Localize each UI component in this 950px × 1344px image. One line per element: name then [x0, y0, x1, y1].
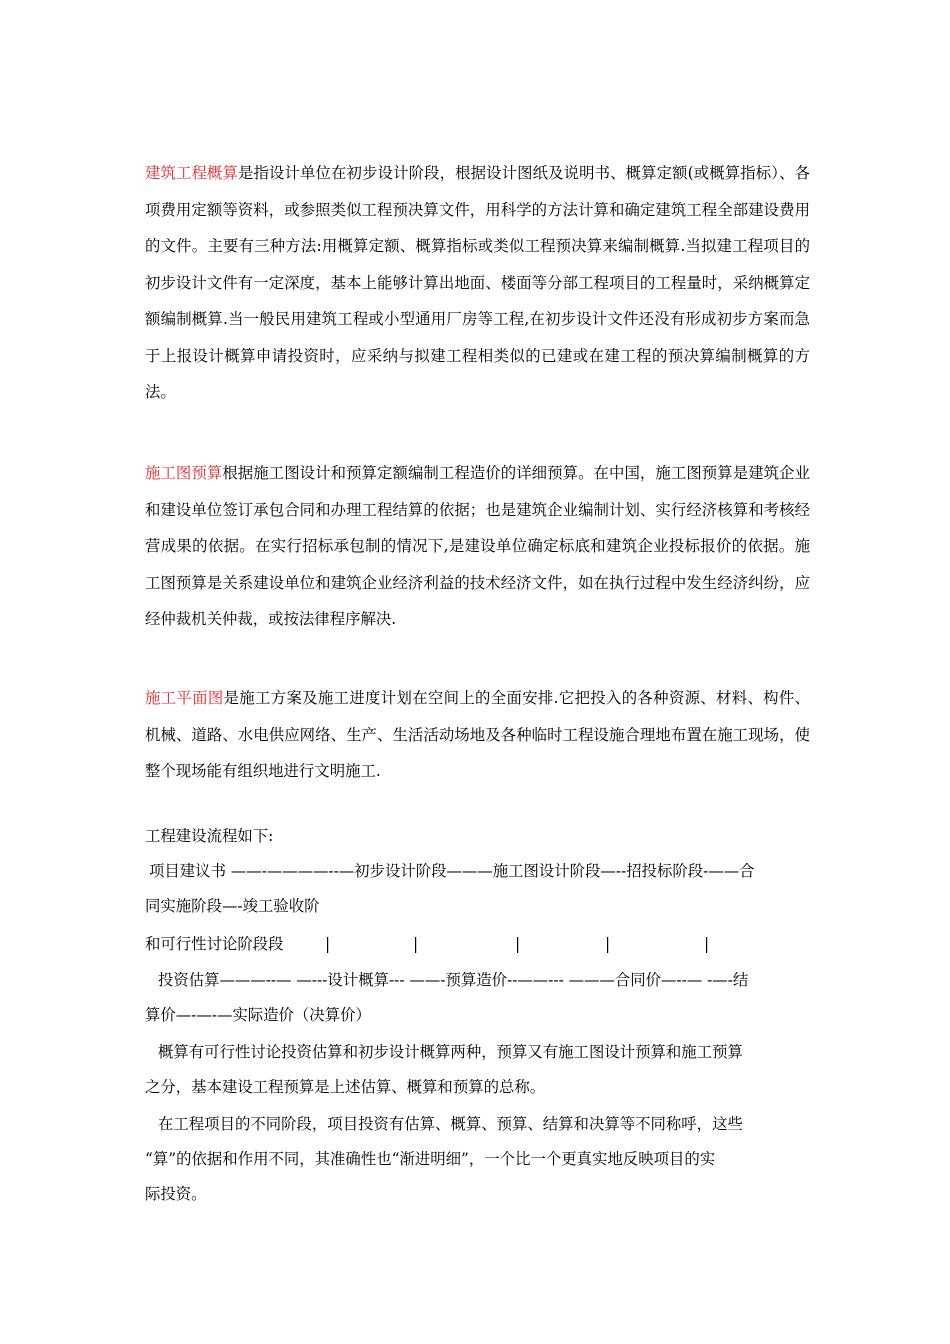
paragraph-investment-stages-line-3: 际投资。	[145, 1185, 207, 1203]
paragraph-budget-estimate	[145, 155, 810, 411]
paragraph-estimate-types-line-1: 概算有可行性讨论投资估算和初步设计概算两种，预算又有施工图设计预算和施工预算	[158, 1043, 743, 1061]
paragraph-text: 根据施工图设计和预算定额编制工程造价的详细预算。在中国，施工图预算是建筑企业和建设单位签订承包合同和办理工程结算的依据；也是建筑企业编制计划、实行经济核算和考核经营成果的依据。在实行招标承包制的情况下,是建设单位确定标底和建筑企业投标报价的依据。施工图预算是关系建设单位和建筑企业经济利益的技术经济文件，如在执行过程中发生经济纠纷，应经仲裁机关仲裁，或按法律程序解决.	[145, 464, 810, 628]
flow-stages-line-3: 和可行性讨论阶段段	[145, 935, 284, 953]
flow-heading: 工程建设流程如下:	[145, 827, 274, 845]
term-budget-estimate: 建筑工程概算	[145, 164, 239, 182]
flow-costs-line-2: 算价—-—-—实际造价（决算价）	[145, 1006, 371, 1024]
paragraph-estimate-types-line-2: 之分，基本建设工程预算是上述估算、概算和预算的总称。	[145, 1078, 546, 1096]
paragraph-investment-stages-line-2: “算”的依据和作用不同，其准确性也“渐进明细”，一个比一个更真实地反映项目的实	[145, 1150, 716, 1168]
connector-bar: |	[515, 935, 521, 953]
paragraph-text: 是指设计单位在初步设计阶段，根据设计图纸及说明书、概算定额(或概算指标）、各项费用定额等资料，或参照类似工程预决算文件，用科学的方法计算和确定建筑工程全部建设费用的文件。主要有三种方法:用概算定额、概算指标或类似工程预决算来编制概算.当拟建工程项目的初步设计文件有一定深度，基本上能够计算出地面、楼面等分部工程项目的工程量时，采纳概算定额编制概算.当一般民用建筑工程或小型通用厂房等工程,在初步设计文件还没有形成初步方案而急于上报设计概算申请投资时，应采纳与拟建工程相类似的已建或在建工程的预决算编制概算的方法。	[145, 164, 810, 401]
flow-costs-line-1: 投资估算———--— —---设计概算--- ——-预算造价--——--- ———合同价—--— -—-结	[158, 971, 749, 989]
connector-bar: |	[704, 935, 710, 953]
paragraph-construction-drawing-budget	[145, 455, 810, 638]
flow-stages-line-2: 同实施阶段—-竣工验收阶	[145, 897, 320, 915]
flow-stage-connectors	[145, 926, 810, 962]
flow-stages-line-1: 项目建议书 ——-————--—初步设计阶段———施工图设计阶段—--招投标阶段-——合	[149, 862, 755, 880]
paragraph-site-plan	[145, 680, 810, 790]
connector-bar: |	[325, 935, 331, 953]
term-site-plan: 施工平面图	[145, 689, 224, 707]
connector-bar: |	[413, 935, 419, 953]
paragraph-text: 是施工方案及施工进度计划在空间上的全面安排.它把投入的各种资源、材料、构件、机械、道路、水电供应网络、生产、生活活动场地及各种临时工程设施合理地布置在施工现场，使整个现场能有组织地进行文明施工.	[145, 689, 810, 780]
connector-bar: |	[605, 935, 611, 953]
paragraph-investment-stages-line-1: 在工程项目的不同阶段，项目投资有估算、概算、预算、结算和决算等不同称呼，这些	[158, 1115, 743, 1133]
term-construction-drawing-budget: 施工图预算	[145, 464, 223, 482]
